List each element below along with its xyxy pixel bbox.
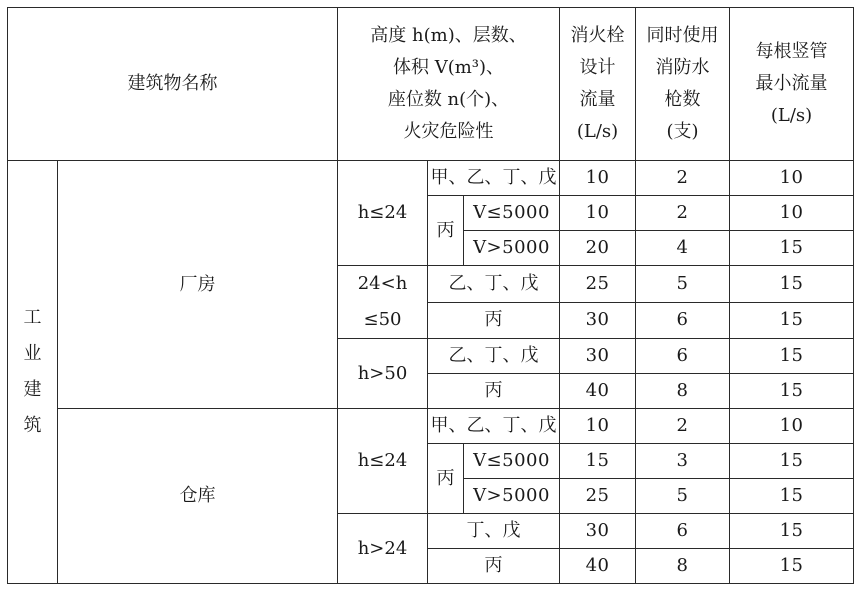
header-nozzle-count	[636, 8, 730, 161]
gun-count-cell: 2	[636, 161, 730, 196]
height-line: 24<h	[357, 273, 408, 294]
gun-count-cell: 6	[636, 514, 730, 549]
flow-cell: 15	[560, 444, 636, 479]
riser-flow-cell: 15	[730, 514, 854, 549]
flow-cell: 25	[560, 266, 636, 303]
category-char: 工	[23, 307, 42, 328]
flow-cell: 30	[560, 514, 636, 549]
header-criteria	[338, 8, 560, 161]
category-char: 业	[23, 343, 42, 364]
header-riser-min-flow	[730, 8, 854, 161]
riser-flow-cell: 15	[730, 302, 854, 339]
header-riser-line: (L/s)	[770, 105, 813, 126]
gun-count-cell: 2	[636, 196, 730, 231]
hazard-class-cell: 丙	[428, 549, 560, 584]
header-nozzle-line: 消防水	[655, 57, 710, 78]
volume-condition-cell: V>5000	[464, 479, 560, 514]
hazard-class-cell: 丙	[428, 302, 560, 339]
fire-hydrant-flow-table	[7, 7, 854, 584]
header-hydrant-flow	[560, 8, 636, 161]
header-hydrant-flow-line: 消火栓	[570, 25, 625, 46]
flow-cell: 10	[560, 196, 636, 231]
height-cell: h>24	[338, 514, 428, 584]
flow-cell: 10	[560, 161, 636, 196]
flow-cell: 10	[560, 409, 636, 444]
hazard-class-cell: 甲、乙、丁、戊	[428, 161, 560, 196]
header-nozzle-line: 枪数	[664, 89, 701, 110]
height-cell: h≤24	[338, 161, 428, 266]
gun-count-cell: 3	[636, 444, 730, 479]
flow-cell: 25	[560, 479, 636, 514]
hazard-class-cell: 乙、丁、戊	[428, 266, 560, 303]
header-nozzle-line: (支)	[666, 121, 699, 142]
gun-count-cell: 2	[636, 409, 730, 444]
riser-flow-cell: 10	[730, 196, 854, 231]
riser-flow-cell: 15	[730, 549, 854, 584]
gun-count-cell: 6	[636, 339, 730, 374]
volume-condition-cell: V≤5000	[464, 196, 560, 231]
riser-flow-cell: 10	[730, 161, 854, 196]
riser-flow-cell: 15	[730, 266, 854, 303]
hazard-class-cell: 丙	[428, 374, 560, 409]
header-criteria-line: 火灾危险性	[403, 121, 494, 142]
height-line: ≤50	[363, 309, 402, 330]
hazard-class-cell: 甲、乙、丁、戊	[428, 409, 560, 444]
flow-cell: 30	[560, 339, 636, 374]
header-riser-line: 每根竖管	[755, 41, 828, 62]
riser-flow-cell: 15	[730, 444, 854, 479]
header-criteria-line: 座位数 n(个)、	[387, 89, 510, 110]
volume-condition-cell: V>5000	[464, 231, 560, 266]
gun-count-cell: 8	[636, 374, 730, 409]
header-hydrant-flow-line: 设计	[579, 57, 616, 78]
category-industrial-buildings	[8, 161, 58, 584]
hazard-bing-cell: 丙	[428, 196, 464, 266]
building-warehouse: 仓库	[58, 409, 338, 584]
gun-count-cell: 8	[636, 549, 730, 584]
flow-cell: 30	[560, 302, 636, 339]
gun-count-cell: 6	[636, 302, 730, 339]
volume-condition-cell: V≤5000	[464, 444, 560, 479]
category-char: 建	[23, 379, 42, 400]
header-riser-line: 最小流量	[755, 73, 828, 94]
riser-flow-cell: 15	[730, 339, 854, 374]
header-hydrant-flow-line: 流量	[579, 89, 616, 110]
header-criteria-line: 高度 h(m)、层数、	[370, 25, 527, 46]
gun-count-cell: 4	[636, 231, 730, 266]
flow-cell: 40	[560, 549, 636, 584]
table-row	[8, 161, 854, 196]
table-row	[8, 409, 854, 444]
header-nozzle-line: 同时使用	[646, 25, 719, 46]
hazard-class-cell: 乙、丁、戊	[428, 339, 560, 374]
height-cell: h>50	[338, 339, 428, 409]
height-cell	[338, 266, 428, 339]
header-criteria-line: 体积 V(m³)、	[392, 57, 505, 78]
riser-flow-cell: 15	[730, 231, 854, 266]
flow-cell: 40	[560, 374, 636, 409]
header-building-name: 建筑物名称	[8, 8, 338, 161]
height-cell: h≤24	[338, 409, 428, 514]
gun-count-cell: 5	[636, 266, 730, 303]
gun-count-cell: 5	[636, 479, 730, 514]
hazard-class-cell: 丁、戊	[428, 514, 560, 549]
category-char: 筑	[23, 415, 42, 436]
building-factory: 厂房	[58, 161, 338, 409]
riser-flow-cell: 15	[730, 374, 854, 409]
hazard-bing-cell: 丙	[428, 444, 464, 514]
riser-flow-cell: 15	[730, 479, 854, 514]
header-hydrant-flow-line: (L/s)	[576, 121, 619, 142]
flow-cell: 20	[560, 231, 636, 266]
riser-flow-cell: 10	[730, 409, 854, 444]
